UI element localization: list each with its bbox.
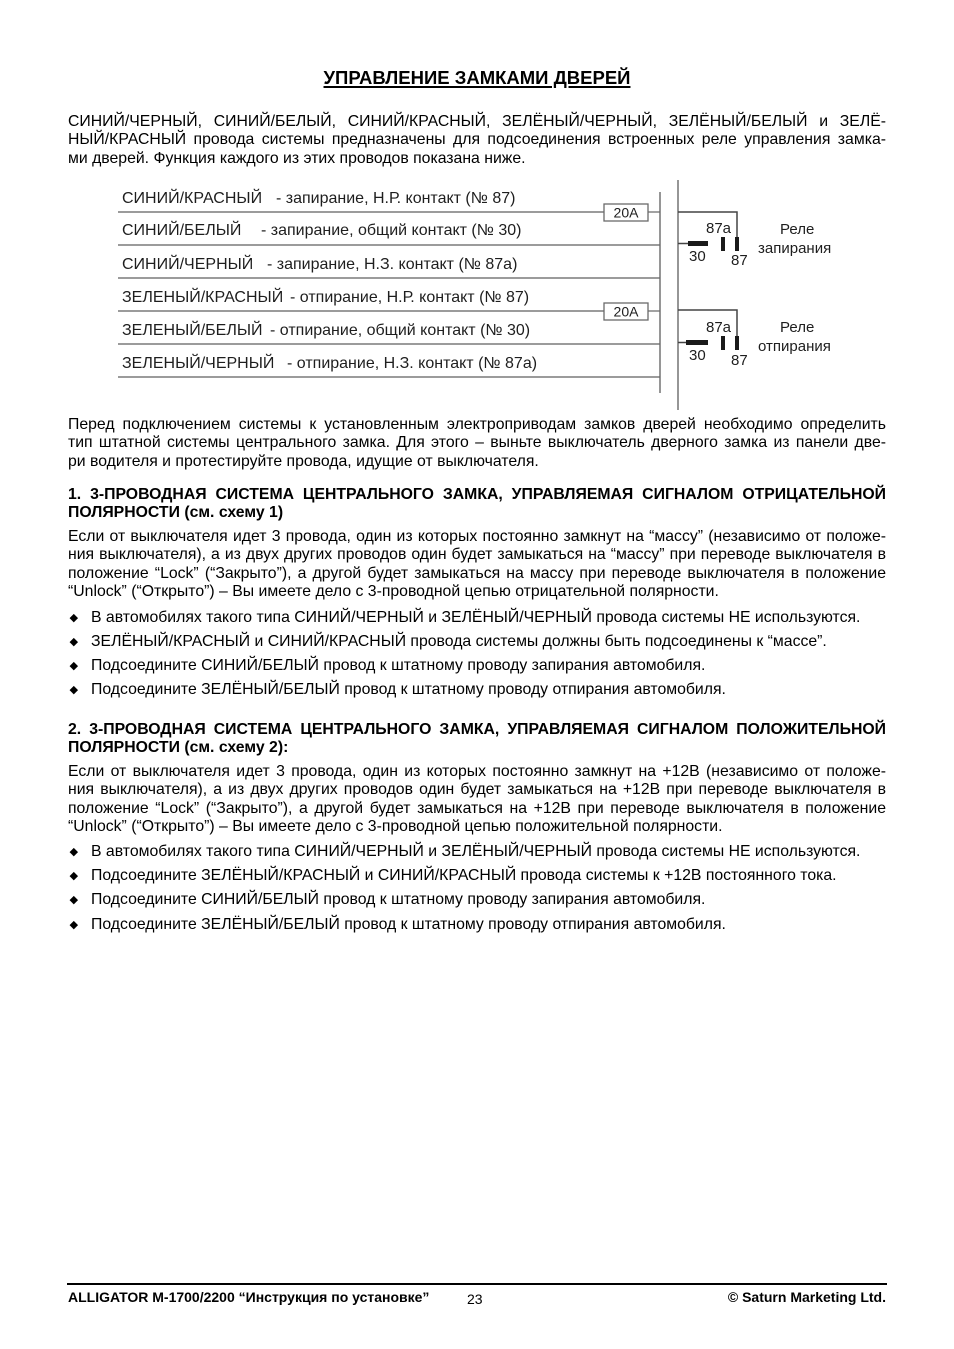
paragraph-line: Если от выключателя идет 3 провода, один из которых постоянно замкнут на +12В (независимо от положе- [68,763,886,780]
section-heading-line: ПОЛЯРНОСТИ (см. схему 1) [68,504,284,522]
wire-function-label: - запирание, Н.З. контакт (№ 87a) [267,256,518,273]
section-heading-line: 2. 3-ПРОВОДНАЯ СИСТЕМА ЦЕНТРАЛЬНОГО ЗАМКА, УПРАВЛЯЕМАЯ СИГНАЛОМ ПОЛОЖИТЕЛЬНОЙ [68,721,886,738]
contact-87-bar [735,237,739,251]
page-title-text: УПРАВЛЕНИЕ ЗАМКАМИ ДВЕРЕЙ [323,67,631,88]
relay-label-line1: Реле [780,221,815,238]
contact-87a-bar [721,336,725,350]
relay-locking [678,212,831,269]
bullet-diamond-icon [70,872,78,880]
wire-function-label: - отпирание, общий контакт (№ 30) [270,322,531,339]
wire-function-label: - запирание, общий контакт (№ 30) [261,222,522,239]
bullet-diamond-icon [70,662,78,670]
intro-line: ми дверей. Функция каждого из этих проводов показана ниже. [68,149,526,167]
relay-label-line2: запирания [758,240,832,257]
fuse-label: 20A [613,204,639,221]
list-item-text: Подсоедините ЗЕЛЁНЫЙ/КРАСНЫЙ и СИНИЙ/КРАСНЫЙ провода системы к +12В постоянного тока. [91,867,837,884]
wire-color-label: ЗЕЛЕНЫЙ/БЕЛЫЙ [122,322,263,339]
list-item-text: ЗЕЛЁНЫЙ/КРАСНЫЙ и СИНИЙ/КРАСНЫЙ провода системы должны быть подсоединены к “массе”. [91,633,827,650]
paragraph-line: ния выключателя), а из двух других проводов один будет замыкаться на “массу” при переводе выключателя в [68,546,886,564]
wire-color-label: СИНИЙ/КРАСНЫЙ [122,190,263,207]
relay-unlocking [678,310,831,369]
page-title [0,67,954,89]
list-item [68,843,886,861]
paragraph-line: “Unlock” (“Открыто”) – Вы имеете дело с 3-проводной цепью отрицательной полярности. [68,583,719,601]
wire-function-label: - запирание, Н.Р. контакт (№ 87) [276,190,516,207]
contact-30-bar [688,241,708,246]
wiring-diagram [110,176,844,416]
wire-function-label: - отпирание, Н.Р. контакт (№ 87) [290,289,530,306]
intro-line: НЫЙ/КРАСНЫЙ провода системы предназначены для подсоединения встроенных реле управления замка- [68,131,886,149]
list-item-text: Подсоедините СИНИЙ/БЕЛЫЙ провод к штатному проводу запирания автомобиля. [91,657,706,674]
paragraph-line: “Unlock” (“Открыто”) – Вы имеете дело с 3-проводной цепью положительной полярности. [68,818,723,836]
paragraph-line: Перед подключением системы к установленным электроприводам замков дверей необходимо определить [68,416,886,433]
contact-87a-label: 87a [706,319,732,336]
paragraph-line: положение “Lock” (“Закрыто”), а другой будет замыкаться на +12В при переводе выключателя в положение [68,799,886,817]
bullet-diamond-icon [70,921,78,929]
bullet-diamond-icon [70,638,78,646]
list-item-text: Подсоедините СИНИЙ/БЕЛЫЙ провод к штатному проводу запирания автомобиля. [91,891,706,908]
list-item [68,867,886,885]
paragraph-line: положение “Lock” (“Закрыто”), а другой будет замыкаться на массу при переводе выключателя в положение [68,564,886,582]
paragraph-line: тип штатной системы центрального замка. Для этого – выньте выключатель дверного замка из панели две- [68,434,886,452]
section-body [68,528,886,602]
wire-color-label: ЗЕЛЕНЫЙ/ЧЕРНЫЙ [122,355,275,372]
list-item [68,633,886,651]
paragraph-line: ри водителя и протестируйте провода, идущие от выключателя. [68,452,539,470]
contact-87-label: 87 [731,352,748,369]
footer-divider [67,1283,887,1285]
contact-30-label: 30 [689,248,706,265]
page-number: 23 [467,1291,483,1307]
footer-copyright: © Saturn Marketing Ltd. [727,1289,886,1305]
footer-document-title: ALLIGATOR M-1700/2200 “Инструкция по установке” [68,1289,430,1305]
section-heading-line: 1. 3-ПРОВОДНАЯ СИСТЕМА ЦЕНТРАЛЬНОГО ЗАМКА, УПРАВЛЯЕМАЯ СИГНАЛОМ ОТРИЦАТЕЛЬНОЙ [68,486,886,503]
wire-color-label: СИНИЙ/ЧЕРНЫЙ [122,256,254,273]
wire-function-label: - отпирание, Н.З. контакт (№ 87a) [287,355,538,372]
relay-label-line2: отпирания [758,338,831,355]
bullet-diamond-icon [70,848,78,856]
intro-paragraph [68,113,886,168]
section-heading [68,486,886,523]
list-item-text: В автомобилях такого типа СИНИЙ/ЧЕРНЫЙ и ЗЕЛЁНЫЙ/ЧЕРНЫЙ провода системы НЕ используются. [91,609,861,626]
list-item-text: В автомобилях такого типа СИНИЙ/ЧЕРНЫЙ и ЗЕЛЁНЫЙ/ЧЕРНЫЙ провода системы НЕ используются. [91,843,861,860]
fuse-label: 20A [613,303,639,320]
bullet-diamond-icon [70,896,78,904]
list-item [68,609,886,627]
contact-87-label: 87 [731,252,748,269]
bullet-diamond-icon [70,686,78,694]
wire-color-label: СИНИЙ/БЕЛЫЙ [122,222,242,239]
bullet-diamond-icon [70,614,78,622]
list-item [68,891,886,909]
section-heading [68,721,886,758]
check-paragraph [68,416,886,471]
list-item [68,681,886,699]
list-item-text: Подсоедините ЗЕЛЁНЫЙ/БЕЛЫЙ провод к штатному проводу отпирания автомобиля. [91,916,726,933]
contact-87-bar [735,336,739,350]
paragraph-line: Если от выключателя идет 3 провода, один из которых постоянно замкнут на “массу” (независимо от положе- [68,528,886,545]
contact-30-bar [686,340,708,345]
intro-line: СИНИЙ/ЧЕРНЫЙ, СИНИЙ/БЕЛЫЙ, СИНИЙ/КРАСНЫЙ, ЗЕЛЁНЫЙ/ЧЕРНЫЙ, ЗЕЛЁНЫЙ/БЕЛЫЙ и ЗЕЛЁ- [68,113,886,130]
section-heading-line: ПОЛЯРНОСТИ (см. схему 2): [68,739,289,757]
wire-color-label: ЗЕЛЕНЫЙ/КРАСНЫЙ [122,289,284,306]
list-item [68,657,886,675]
paragraph-line: ния выключателя), а из двух других проводов один будет замыкаться на +12В при переводе выключателя в [68,781,886,799]
section-body [68,763,886,837]
contact-87a-label: 87a [706,220,732,237]
contact-30-label: 30 [689,347,706,364]
list-item-text: Подсоедините ЗЕЛЁНЫЙ/БЕЛЫЙ провод к штатному проводу отпирания автомобиля. [91,681,726,698]
relay-label-line1: Реле [780,319,815,336]
contact-87a-bar [721,237,725,251]
list-item [68,916,886,934]
